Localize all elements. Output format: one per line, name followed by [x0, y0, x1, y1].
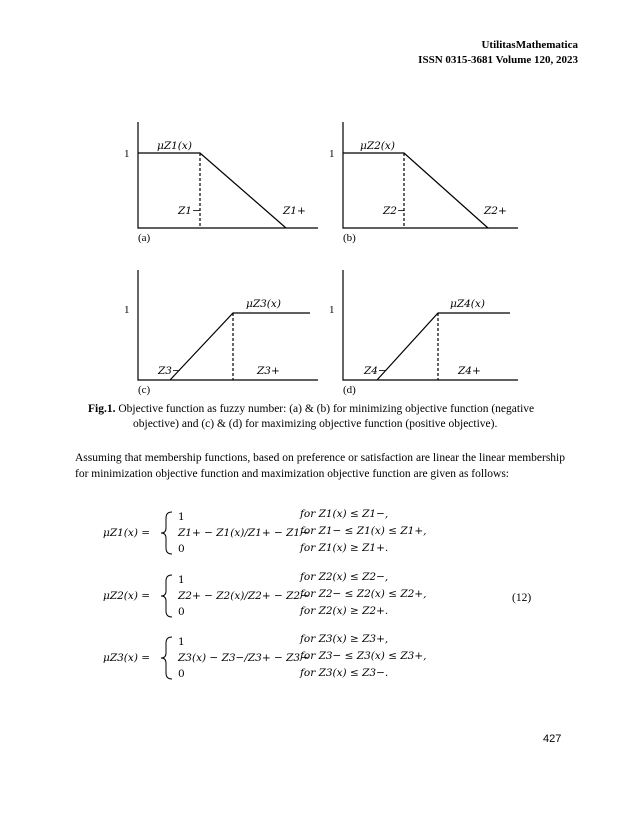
caption-label: Fig.1.: [88, 403, 116, 415]
zminus-label-d: Z4−: [364, 365, 387, 377]
eq2-case-1: 1: [178, 574, 185, 586]
figure-caption: [88, 402, 563, 432]
panel-tag-d: (d): [343, 384, 356, 396]
membership-curve: [138, 153, 286, 228]
axes: [138, 270, 318, 380]
zminus-label-a: Z1−: [178, 205, 201, 217]
zplus-label-c: Z3+: [257, 365, 280, 377]
brace-3: [161, 637, 172, 679]
eq2-cond-1: for Z2(x) ≤ Z2−,: [300, 571, 389, 583]
panel-tag-b: (b): [343, 232, 356, 244]
eq1-lhs: μZ1(x) =: [103, 527, 151, 539]
page-number: 427: [543, 733, 562, 745]
mu-label-b: μZ2(x): [360, 140, 395, 152]
equation-number: (12): [512, 592, 532, 604]
panel-tag-c: (c): [138, 384, 151, 396]
panel-tag-a: (a): [138, 232, 151, 244]
y-one-label-a: 1: [124, 148, 130, 160]
eq1-case-3: 0: [178, 543, 185, 555]
membership-curve: [343, 153, 488, 228]
equations-block: [0, 500, 638, 720]
mu-label-c: μZ3(x): [246, 298, 281, 310]
panel-c: [138, 270, 318, 380]
y-one-label-c: 1: [124, 304, 130, 316]
panel-d: [343, 270, 518, 380]
eq3-case-2: Z3(x) − Z3−/Z3+ − Z3−: [178, 652, 309, 664]
brace-1: [161, 512, 172, 554]
journal-name: UtilitasMathematica: [481, 39, 578, 51]
eq3-cond-3: for Z3(x) ≤ Z3−.: [300, 667, 389, 679]
eq1-case-2: Z1+ − Z1(x)/Z1+ − Z1−: [178, 527, 309, 539]
eq1-cond-1: for Z1(x) ≤ Z1−,: [300, 508, 389, 520]
eq2-case-3: 0: [178, 606, 185, 618]
eq1-case-1: 1: [178, 511, 185, 523]
caption-text-2: objective) and (c) & (d) for maximizing objective function (positive objective).: [133, 418, 498, 430]
eq2-cond-3: for Z2(x) ≥ Z2+.: [300, 605, 389, 617]
eq3-case-1: 1: [178, 636, 185, 648]
caption-text-1: Objective function as fuzzy number: (a) & (b) for minimizing objective function (negative: [115, 403, 535, 415]
zplus-label-a: Z1+: [283, 205, 306, 217]
membership-plots: [0, 0, 638, 400]
eq3-case-3: 0: [178, 668, 185, 680]
eq3-lhs: μZ3(x) =: [103, 652, 151, 664]
figure-1: [0, 0, 638, 400]
eq2-case-2: Z2+ − Z2(x)/Z2+ − Z2−: [178, 590, 309, 602]
zminus-label-c: Z3−: [158, 365, 181, 377]
y-one-label-d: 1: [329, 304, 335, 316]
membership-curve: [170, 313, 310, 380]
eq3-cond-2: for Z3− ≤ Z3(x) ≤ Z3+,: [300, 650, 427, 662]
zplus-label-d: Z4+: [458, 365, 481, 377]
eq1-cond-3: for Z1(x) ≥ Z1+.: [300, 542, 389, 554]
membership-curve: [377, 313, 510, 380]
mu-label-d: μZ4(x): [450, 298, 485, 310]
y-one-label-b: 1: [329, 148, 335, 160]
eq1-cond-2: for Z1− ≤ Z1(x) ≤ Z1+,: [300, 525, 427, 537]
brace-2: [161, 575, 172, 617]
axes: [343, 270, 518, 380]
body-paragraph: Assuming that membership functions, based on preference or satisfaction are linear the linear membership for minimization objective function and maximization objective function are given as follows:: [75, 452, 565, 480]
issn-line: ISSN 0315-3681 Volume 120, 2023: [418, 54, 578, 66]
mu-label-a: μZ1(x): [157, 140, 192, 152]
eq2-cond-2: for Z2− ≤ Z2(x) ≤ Z2+,: [300, 588, 427, 600]
zplus-label-b: Z2+: [484, 205, 507, 217]
eq3-cond-1: for Z3(x) ≥ Z3+,: [300, 633, 389, 645]
zminus-label-b: Z2−: [383, 205, 406, 217]
eq2-lhs: μZ2(x) =: [103, 590, 151, 602]
